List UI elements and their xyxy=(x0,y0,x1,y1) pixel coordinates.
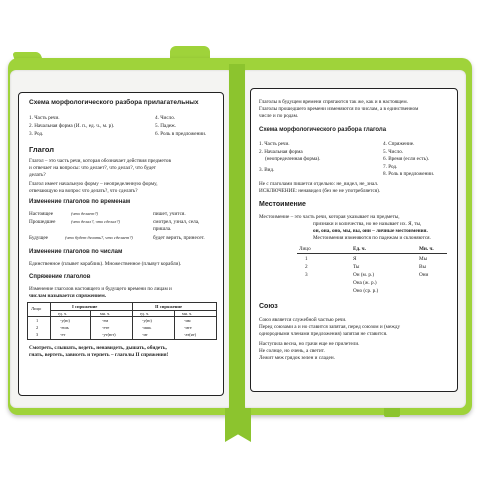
pron-cell: Я xyxy=(353,256,357,262)
exception-verbs: гнать, вертеть, зависеть и терпеть – глаголы II спряжения! xyxy=(29,352,169,358)
conj-cell: -у(ю) xyxy=(60,318,70,323)
adj-item: 2. Начальная форма (И. п., ед. ч., м. р). xyxy=(29,123,115,129)
verb-item: 3. Вид. xyxy=(259,167,275,173)
conj-cell: 2 xyxy=(36,325,39,330)
tense-question: (что делал?, что сделал?) xyxy=(71,219,120,224)
verb-scheme-title: Схема морфологического разбора глагола xyxy=(259,127,387,133)
tense-title: Изменение глаголов по временам xyxy=(29,199,131,205)
adj-item: 5. Падеж. xyxy=(155,123,177,129)
pronoun-title: Местоимение xyxy=(259,201,306,208)
tense-name: Прошедшее xyxy=(29,219,56,225)
pron-cell: Оно (ср. р.) xyxy=(353,288,379,294)
pron-head: Мн. ч. xyxy=(419,246,434,252)
union-title: Союз xyxy=(259,303,278,310)
adj-item: 4. Число. xyxy=(155,115,176,121)
verb-item: 2. Начальная форма xyxy=(259,149,303,155)
tense-name: Будущее xyxy=(29,235,48,241)
adj-scheme-title: Схема морфологического разбора прилагательных xyxy=(29,99,199,106)
conj-head-person: Лицо xyxy=(31,306,42,311)
conjugation-table xyxy=(27,302,217,340)
conj-cell: -ет xyxy=(60,332,66,337)
tense-example: пишет, учится. xyxy=(153,211,186,217)
conjugation-title: Спряжение глаголов xyxy=(29,274,91,280)
conj-cell: -ите xyxy=(184,325,192,330)
verb-item: 7. Род. xyxy=(383,164,398,170)
verb-item: 8. Роль в предложении. xyxy=(383,171,435,177)
verb-definition: и отвечает на вопросы: что делает?, что делал?, что будет xyxy=(29,165,156,171)
union-text: однородными членами предложения) запятая не ставится. xyxy=(259,331,388,337)
conj-cell: 3 xyxy=(36,332,39,337)
conj-cell: 1 xyxy=(36,318,39,323)
verb-item: 5. Число. xyxy=(383,149,404,155)
pronoun-definition: он, она, оно, мы, вы, они – личные местоимения. xyxy=(313,228,428,234)
verb-definition: Глагол – это часть речи, которая обозначает действия предметов xyxy=(29,158,171,164)
verb-item: 1. Часть речи. xyxy=(259,141,290,147)
tense-example: смотрел, узнал, села, xyxy=(153,219,200,225)
conj-head-second: II спряжение xyxy=(155,304,183,309)
verb-infinitive: отвечающую на вопрос что делать?, что сделать? xyxy=(29,188,138,194)
pron-head: Лицо xyxy=(299,246,311,252)
conj-sub: мн. ч. xyxy=(182,310,193,316)
tense-question: (что делает?) xyxy=(71,211,99,216)
future-text: Глаголы прошедшего времени изменяются по числам, а в единственном xyxy=(259,106,419,112)
conj-head-first: I спряжение xyxy=(72,304,98,309)
tense-example: будет верить, принесет. xyxy=(153,235,205,241)
pron-cell: 3 xyxy=(305,272,308,278)
pron-head: Ед. ч. xyxy=(353,246,366,252)
notebook-spine xyxy=(229,64,245,412)
conj-sub: ед. ч. xyxy=(140,310,150,316)
right-info-box xyxy=(250,88,458,392)
union-example: Наступила весна, но грачи еще не прилетели. xyxy=(259,341,360,347)
ne-rule: ИСКЛЮЧЕНИЕ: ненавидел (без не не употребляется). xyxy=(259,188,381,194)
pronoun-table xyxy=(297,245,447,297)
pronoun-definition: Местоимение – это часть речи, которая указывает на предметы, xyxy=(259,214,400,220)
future-text: числе и по родам. xyxy=(259,113,299,119)
conj-cell: -им xyxy=(184,318,191,323)
conj-cell: -ем xyxy=(102,318,109,323)
conjugation-text: Изменение глаголов настоящего и будущего времени по лицам и xyxy=(29,286,172,292)
exception-verbs: Смотреть, слышать, ведеть, ненавидеть, дышать, обидеть, xyxy=(29,345,167,351)
pron-cell: Она (ж. р.) xyxy=(353,280,377,286)
verb-item: (неопределенная форма). xyxy=(265,156,321,162)
adj-item: 3. Род. xyxy=(29,131,44,137)
conj-cell: -ут(ют) xyxy=(102,332,116,337)
union-example: Лежит меж грядок зелен и сладен. xyxy=(259,355,335,361)
adj-item: 6. Роль в предложении. xyxy=(155,131,207,137)
verb-title: Глагол xyxy=(29,145,54,154)
verb-item: 4. Спряжение. xyxy=(383,141,415,147)
conj-sub: ед. ч. xyxy=(58,310,68,316)
adj-item: 1. Часть речи. xyxy=(29,115,60,121)
pronoun-definition: признаки и количества, но не называет их. Я, ты, xyxy=(313,221,422,227)
tense-example: пришла. xyxy=(153,226,172,232)
pron-cell: Мы xyxy=(419,256,428,262)
union-text: Союз является служебной частью речи. xyxy=(259,317,347,323)
verb-infinitive: Глагол имеет начальную форму – неопределенную форму, xyxy=(29,181,158,187)
conj-cell: -ит xyxy=(142,332,148,337)
pron-cell: Он (м. р.) xyxy=(353,272,375,278)
number-line: Единственное (плывет кораблик). Множественное (плывут корабли). xyxy=(29,261,182,267)
union-example: Не солнце, но очень, а светит. xyxy=(259,348,325,354)
pron-cell: Вы xyxy=(419,264,426,270)
number-title: Изменение глаголов по числам xyxy=(29,249,123,255)
left-info-box xyxy=(18,92,224,396)
pron-cell: 1 xyxy=(305,256,308,262)
conj-cell: -ишь xyxy=(142,325,152,330)
pron-cell: 2 xyxy=(305,264,308,270)
conj-cell: -ешь xyxy=(60,325,69,330)
conj-cell: -у(ю) xyxy=(142,318,152,323)
future-text: Глаголы в будущем времени спрягаются так же, как и в настоящем. xyxy=(259,99,408,105)
pron-cell: Они xyxy=(419,272,429,278)
conjugation-text: числам называется спряжением. xyxy=(29,293,107,299)
conj-cell: -ат(ят) xyxy=(184,332,197,337)
pronoun-definition: Местоимения изменяются по падежам и склоняются. xyxy=(313,235,431,241)
verb-definition: делать? xyxy=(29,172,46,178)
pron-cell: Ты xyxy=(353,264,360,270)
conj-sub: мн. ч. xyxy=(100,310,111,316)
union-text: Перед союзами а и но ставится запятая, перед союзом и (между xyxy=(259,324,401,330)
tense-question: (что будет делать?, что сделает?) xyxy=(65,235,133,240)
conj-cell: -ете xyxy=(102,325,110,330)
verb-item: 6. Время (если есть). xyxy=(383,156,430,162)
tense-name: Настоящее xyxy=(29,211,54,217)
ne-rule: Не с глаголами пишется отдельно: не_видел, не_знал. xyxy=(259,181,379,187)
